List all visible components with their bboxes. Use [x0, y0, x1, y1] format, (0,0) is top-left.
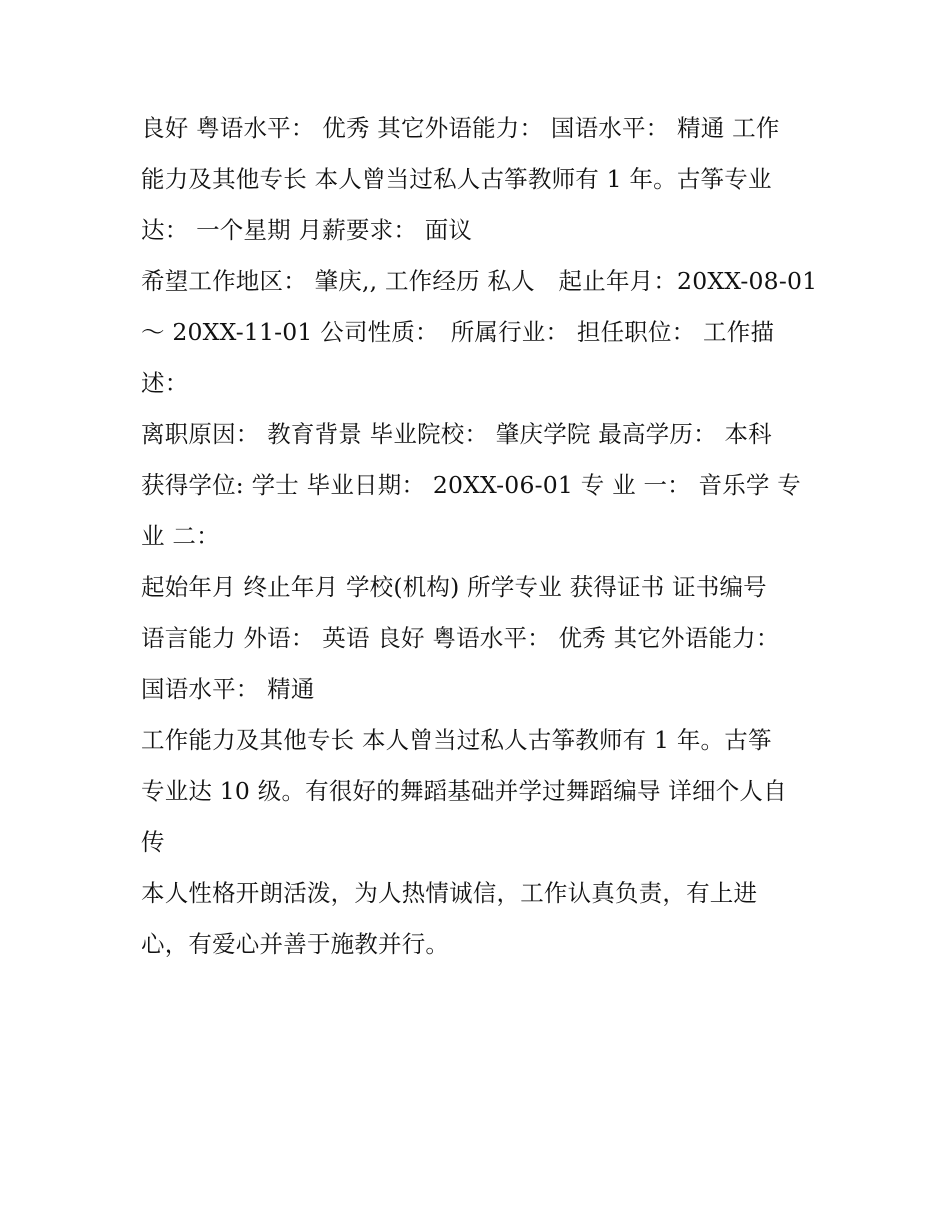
text-line: 良好 粤语水平： 优秀 其它外语能力： 国语水平： 精通 工作: [141, 114, 780, 142]
text-line: 希望工作地区： 肇庆,, 工作经历 私人 起止年月：20XX-08-01: [141, 267, 818, 295]
text-line: 传: [141, 828, 165, 856]
text-line: 能力及其他专长 本人曾当过私人古筝教师有 1 年。古筝专业: [141, 165, 772, 193]
text-line: ～ 20XX-11-01 公司性质： 所属行业： 担任职位： 工作描: [141, 318, 775, 346]
text-line: 国语水平： 精通: [141, 675, 315, 703]
text-line: 语言能力 外语： 英语 良好 粤语水平： 优秀 其它外语能力：: [141, 624, 780, 652]
text-line: 专业达 10 级。有很好的舞蹈基础并学过舞蹈编导 详细个人自: [141, 777, 787, 805]
text-line: 起始年月 终止年月 学校(机构) 所学专业 获得证书 证书编号: [141, 573, 767, 601]
text-line: 心，有爱心并善于施教并行。: [141, 930, 450, 958]
text-line: 达： 一个星期 月薪要求： 面议: [141, 216, 473, 244]
text-line: 本人性格开朗活泼，为人热情诚信，工作认真负责，有上进: [141, 879, 758, 907]
text-line: 业 二：: [141, 522, 220, 550]
text-line: 获得学位: 学士 毕业日期： 20XX-06-01 专 业 一： 音乐学 专: [141, 471, 801, 499]
text-line: 离职原因： 教育背景 毕业院校： 肇庆学院 最高学历： 本科: [141, 420, 772, 448]
text-line: 工作能力及其他专长 本人曾当过私人古筝教师有 1 年。古筝: [141, 726, 772, 754]
document-body: [141, 103, 821, 970]
text-line: 述：: [141, 369, 189, 397]
